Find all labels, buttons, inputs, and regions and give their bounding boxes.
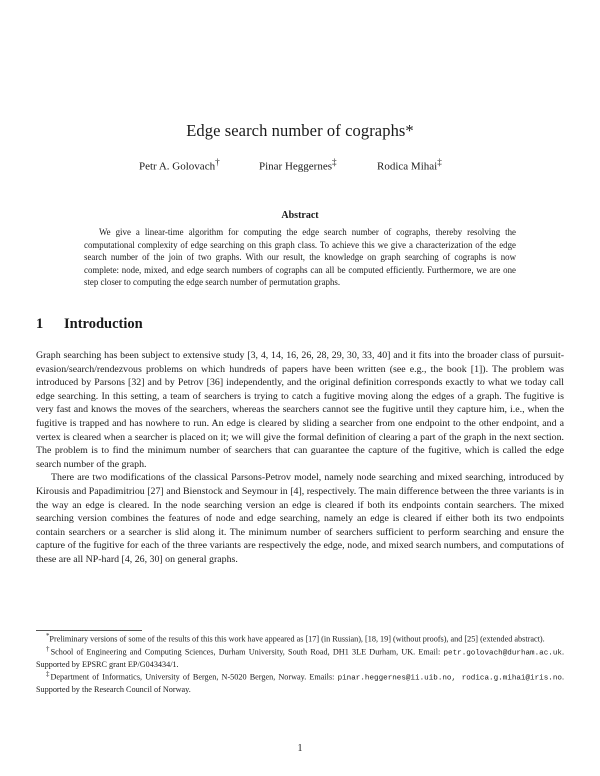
footnote-2: †School of Engineering and Computing Sciences, Durham University, South Road, DH1 3LE Durham, UK. Email: petr.golovach@durham.ac.uk. Supported by EPSRC grant EP/G043434/1. <box>36 646 564 669</box>
footnote-3: ‡Department of Informatics, University of Bergen, N-5020 Bergen, Norway. Emails: pinar.heggernes@ii.uib.no, rodica.g.mihai@iris.no. Supported by the Research Council of Norway. <box>36 671 564 694</box>
author-mihai: Rodica Mihai‡ <box>377 157 442 173</box>
email-heggernes-mihai[interactable]: pinar.heggernes@ii.uib.no, rodica.g.mihai@iris.no <box>337 674 562 683</box>
section-body <box>36 349 564 567</box>
section-title: Introduction <box>64 316 143 332</box>
section-heading <box>36 316 143 333</box>
paper-title: Edge search number of cographs* <box>186 121 414 140</box>
author-list <box>0 157 600 173</box>
page-number: 1 <box>297 743 303 754</box>
footnote-rule <box>36 630 142 631</box>
abstract-heading: Abstract <box>281 210 319 221</box>
section-number: 1 <box>36 316 44 332</box>
affiliation-mark: ‡ <box>332 157 337 167</box>
affiliation-mark: ‡ <box>437 157 442 167</box>
body-paragraph: There are two modifications of the classical Parsons-Petrov model, namely node searching and mixed searching, introduced by Kirousis and Papadimitriou [27] and Bienstock and Seymour in [4], respectively. The main difference between the three variants is in the way an edge is cleared. In the node searching version an edge is cleared if both its endpoints contain searchers. The mixed searching version combines the features of node and edge searching, namely an edge is cleared if either both its two endpoints contain searchers or a searcher is slid along it. The minimum number of searchers sufficient to perform searching and ensure the capture of the fugitive for each of the three variants are respectively the edge, node, and mixed search numbers, and computations of these are all NP-hard [4, 26, 30] on general graphs. <box>36 472 564 565</box>
body-paragraph: Graph searching has been subject to extensive study [3, 4, 14, 16, 26, 28, 29, 30, 33, 40] and it fits into the broader class of pursuit-evasion/search/rendezvous problems on which hundreds of papers have been written (see e.g., the book [1]). The problem was introduced by Parsons [32] and by Petrov [36] independently, and the original definition corresponds exactly to what we today call edge searching. In this setting, a team of searchers is trying to catch a fugitive moving along the edges of a graph. The fugitive is very fast and knows the moves of the searchers, whereas the searchers cannot see the fugitive until they capture him, i.e., when the fugitive is trapped and has nowhere to run. An edge is cleared by sliding a searcher from one endpoint to the other endpoint, and a vertex is cleared when a searcher is placed on it; we will give the formal definition of clearing a part of the graph in the next section. The problem is to find the minimum number of searchers that can guarantee the capture of the fugitive, which is called the edge search number of the graph. <box>36 350 564 470</box>
footnote-1: *Preliminary versions of some of the results of this this work have appeared as [17] (in Russian), [18, 19] (without proofs), and [25] (extended abstract). <box>46 633 545 644</box>
author-golovach: Petr A. Golovach† <box>139 157 220 173</box>
footnotes <box>36 632 564 695</box>
abstract-text: We give a linear-time algorithm for computing the edge search number of cographs, thereby resolving the computational complexity of edge searching on this graph class. To achieve this we give a characterization of the edge search number of the join of two graphs. With our result, the knowledge on graph searching of cographs is now complete: node, mixed, and edge search numbers of cographs can all be computed efficiently. Furthermore, we are one step closer to computing the edge search number of permutation graphs. <box>84 227 516 288</box>
affiliation-mark: † <box>215 157 220 167</box>
email-golovach[interactable]: petr.golovach@durham.ac.uk <box>443 650 562 659</box>
author-heggernes: Pinar Heggernes‡ <box>259 157 337 173</box>
